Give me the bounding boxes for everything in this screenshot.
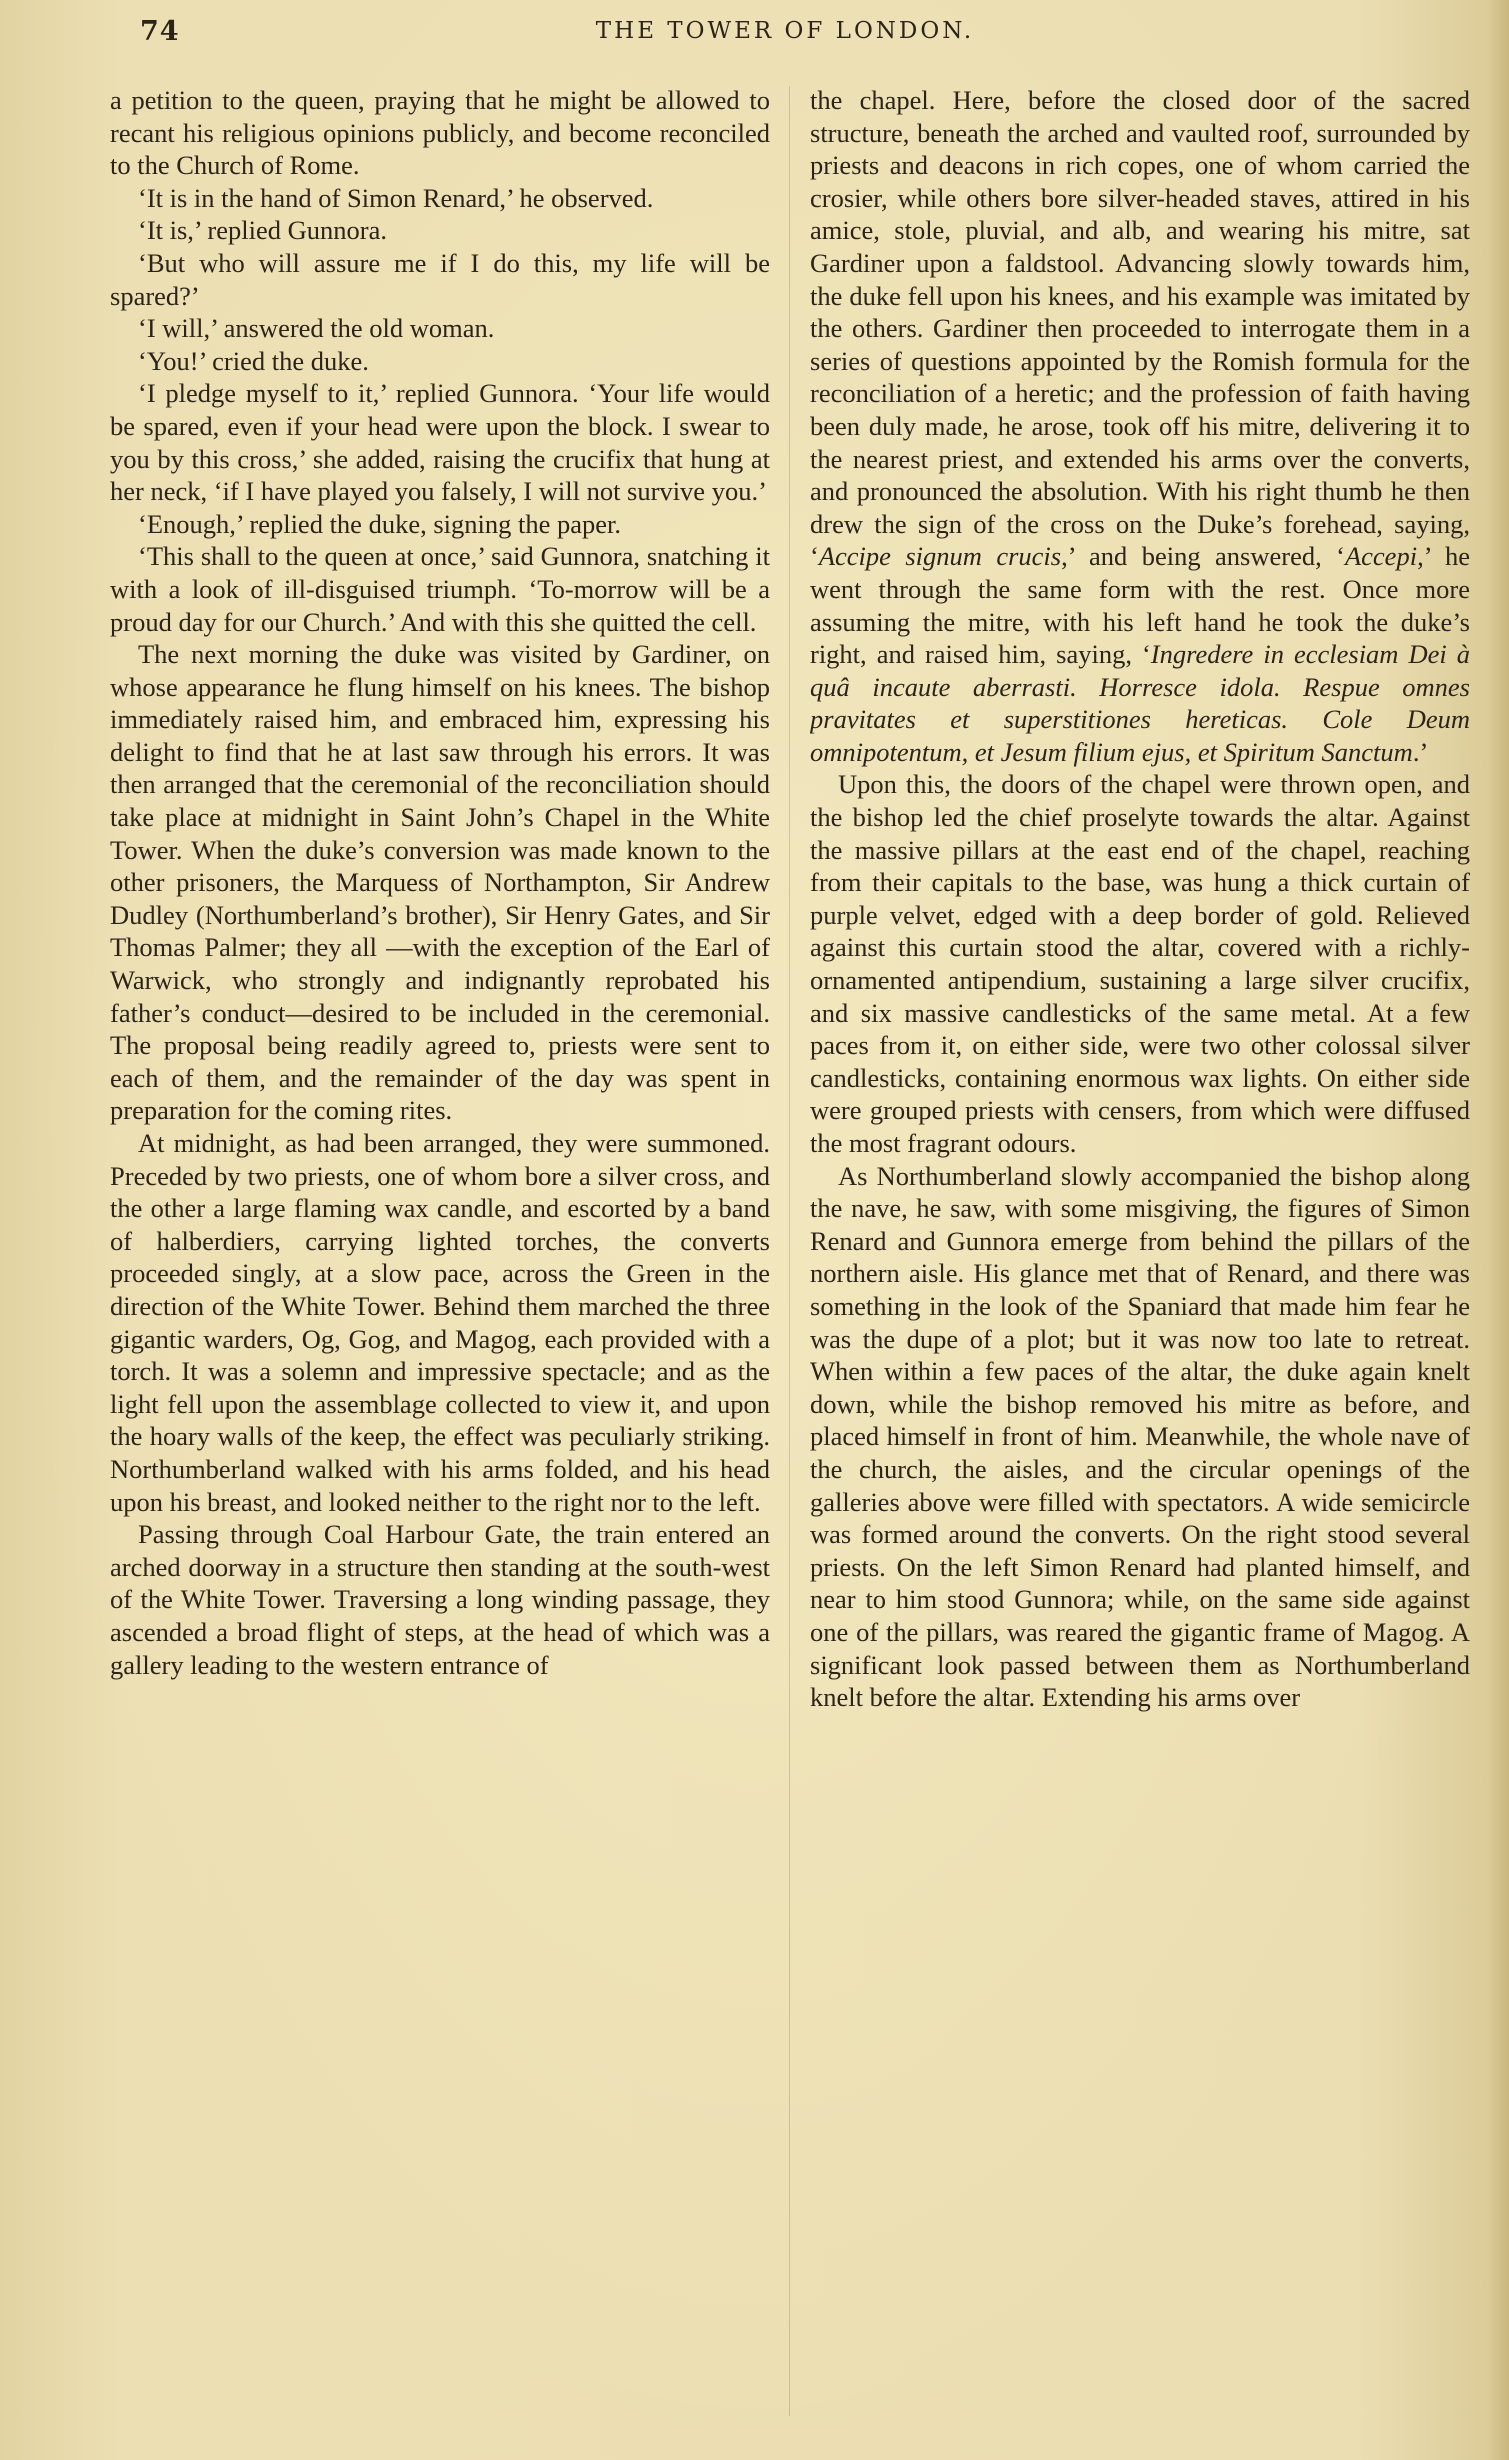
paragraph: ‘I pledge myself to it,’ replied Gunnora. ‘Your life would be spared, even if your head were upon the block. I swear to you by this cross,’ she added, raising the crucifix that hung at her neck, ‘if I have played you falsely, I will not survive you.’ [110, 378, 770, 507]
text-run: ,’ he went through the same form with the rest. Once more assuming the mitre, with his left hand he took the duke’s right, and raised him, saying, ‘ [810, 541, 1470, 670]
paragraph: ‘It is in the hand of Simon Renard,’ he observed. [138, 182, 654, 213]
right-column [810, 84, 1470, 2424]
latin-phrase: Accepi [1344, 541, 1418, 572]
text-run: the chapel. Here, before the closed door of the sacred structure, beneath the arched and vaulted roof, surrounded by priests and deacons in rich copes, one of whom carried the crosier, while others bore silver-headed staves, attired in his amice, stole, pluvial, and alb, and wearing his mitre, sat Gardiner upon a faldstool. Advancing slowly towards him, the duke fell upon his knees, and his example was imitated by the others. Gardiner then proceeded to interrogate them in a series of questions appointed by the Romish formula for the reconciliation of a heretic; and the profession of faith having been duly made, he arose, took off his mitre, delivering it to the nearest priest, and extended his arms over the converts, and pronounced the absolution. With his right thumb he then drew the sign of the cross on the Duke’s forehead, saying, ‘ [810, 85, 1470, 572]
text-run: .’ [1412, 736, 1429, 767]
page-header [100, 10, 1470, 60]
column-divider [789, 86, 790, 2416]
paragraph: At midnight, as had been arranged, they were summoned. Preceded by two priests, one of whom bore a silver cross, and the other a large flaming wax candle, and escorted by a band of halberdiers, carrying lighted torches, the converts proceeded singly, at a slow pace, across the Green in the direction of the White Tower. Behind them marched the three gigantic warders, Og, Gog, and Magog, each provided with a torch. It was a solemn and impressive spectacle; and as the light fell upon the assemblage collected to view it, and upon the hoary walls of the keep, the effect was peculiarly striking. Northumberland walked with his arms folded, and his head upon his breast, and looked neither to the right nor to the left. [110, 1128, 770, 1517]
paragraph: ‘This shall to the queen at once,’ said Gunnora, snatching it with a look of ill-disguised triumph. ‘To-morrow will be a proud day for our Church.’ And with this she quitted the cell. [110, 541, 770, 637]
latin-phrase: Accipe signum crucis [818, 541, 1062, 572]
paragraph: ‘But who will assure me if I do this, my life will be spared?’ [110, 247, 770, 311]
paragraph: Upon this, the doors of the chapel were thrown open, and the bishop led the chief proselyte towards the altar. Against the massive pillars at the east end of the chapel, reaching from their capitals to the base, was hung a thick curtain of purple velvet, edged with a deep border of gold. Relieved against this curtain stood the altar, covered with a richly-ornamented antipendium, sustaining a large silver crucifix, and six massive candlesticks of the same metal. At a few paces from it, on either side, were two other colossal silver candlesticks, containing enormous wax lights. On either side were grouped priests with censers, from which were diffused the most fragrant odours. [810, 769, 1470, 1158]
paragraph: ‘You!’ cried the duke. [138, 345, 369, 376]
paragraph: a petition to the queen, praying that he might be allowed to recant his religious opinions publicly, and become reconciled to the Church of Rome. [110, 85, 770, 181]
paragraph: ‘It is,’ replied Gunnora. [138, 215, 387, 246]
paragraph: ‘Enough,’ replied the duke, signing the paper. [138, 508, 622, 539]
page-number: 74 [140, 16, 180, 47]
page-edge-shadow [1487, 0, 1509, 2460]
running-title: THE TOWER OF LONDON. [595, 18, 975, 44]
left-column [110, 84, 770, 2424]
paragraph: The next morning the duke was visited by Gardiner, on whose appearance he flung himself on his knees. The bishop immediately raised him, and embraced him, expressing his delight to find that he at last saw through his errors. It was then arranged that the ceremonial of the reconciliation should take place at midnight in Saint John’s Chapel in the White Tower. When the duke’s conversion was made known to the other prisoners, the Marquess of Northampton, Sir Andrew Dudley (Northumberland’s brother), Sir Henry Gates, and Sir Thomas Palmer; they all —with the exception of the Earl of Warwick, who strongly and indignantly reprobated his father’s conduct—desired to be included in the ceremonial. The proposal being readily agreed to, priests were sent to each of them, and the remainder of the day was spent in preparation for the coming rites. [110, 639, 770, 1126]
paragraph: ‘I will,’ answered the old woman. [138, 313, 495, 344]
paragraph: As Northumberland slowly accompanied the bishop along the nave, he saw, with some misgiving, the figures of Simon Renard and Gunnora emerge from behind the pillars of the northern aisle. His glance met that of Renard, and there was something in the look of the Spaniard that made him fear he was the dupe of a plot; but it was now too late to retreat. When within a few paces of the altar, the duke again knelt down, while the bishop removed his mitre as before, and placed himself in front of him. Meanwhile, the whole nave of the church, the aisles, and the circular openings of the galleries above were filled with spectators. A wide semicircle was formed around the converts. On the right stood several priests. On the left Simon Renard had planted himself, and near to him stood Gunnora; while, on the same side against one of the pillars, was reared the gigantic frame of Magog. A significant look passed between them as Northumberland knelt before the altar. Extending his arms over [810, 1160, 1470, 1713]
text-run: ,’ and being answered, ‘ [1061, 541, 1345, 572]
paragraph-with-latin [810, 84, 1470, 768]
paragraph: Passing through Coal Harbour Gate, the train entered an arched doorway in a structure then standing at the south-west of the White Tower. Traversing a long winding passage, they ascended a broad flight of steps, at the head of which was a gallery leading to the western entrance of [110, 1519, 770, 1680]
latin-phrase: Ingredere in ecclesiam Dei à quâ incaute aberrasti. Horresce idola. Respue omnes pravitates et superstitiones hereticas. Cole Deum omnipotentum, et Jesum filium ejus, et Spiritum Sanctum [810, 639, 1470, 767]
